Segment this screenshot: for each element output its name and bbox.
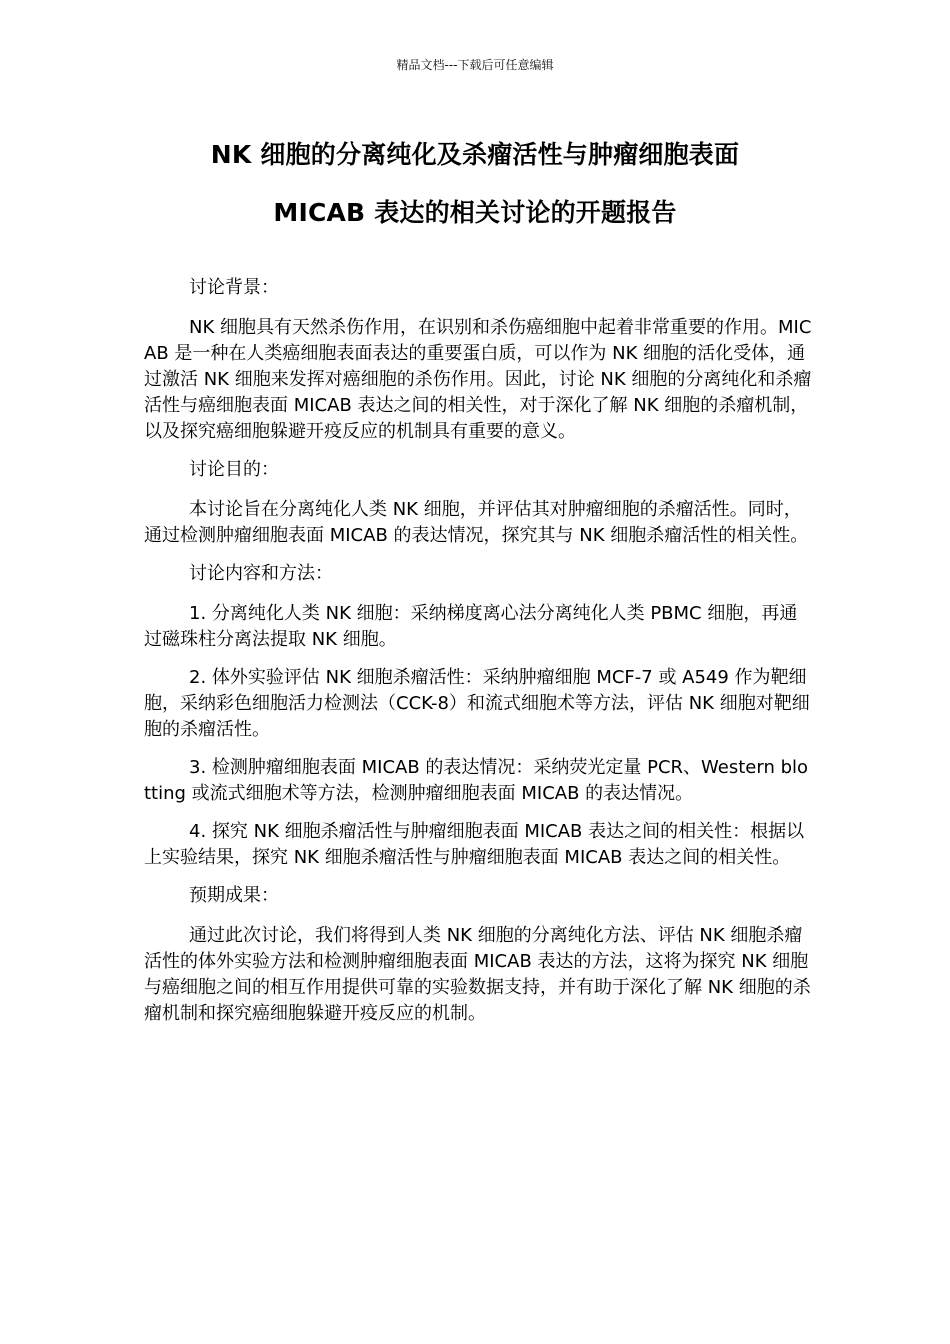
results-heading: 预期成果： xyxy=(189,885,279,906)
method-item-3: 3. 检测肿瘤细胞表面 MICAB 的表达情况：采纳荧光定量 PCR、Western blotting 或流式细胞术等方法，检测肿瘤细胞表面 MICAB 的表达情况。 xyxy=(144,757,809,804)
methods-heading: 讨论内容和方法： xyxy=(189,563,333,584)
document-title-line-2: MICAB 表达的相关讨论的开题报告 xyxy=(273,198,677,227)
method-item-2: 2. 体外实验评估 NK 细胞杀瘤活性：采纳肿瘤细胞 MCF-7 或 A549 作为靶细胞，采纳彩色细胞活力检测法（CCK-8）和流式细胞术等方法，评估 NK 细胞对靶细胞的杀瘤活性。 xyxy=(144,667,810,740)
document-body xyxy=(144,275,812,1039)
method-item-4: 4. 探究 NK 细胞杀瘤活性与肿瘤细胞表面 MICAB 表达之间的相关性：根据以上实验结果，探究 NK 细胞杀瘤活性与肿瘤细胞表面 MICAB 表达之间的相关性。 xyxy=(144,821,805,868)
method-item-1: 1. 分离纯化人类 NK 细胞：采纳梯度离心法分离纯化人类 PBMC 细胞，再通过磁珠柱分离法提取 NK 细胞。 xyxy=(144,603,798,650)
document-title-line-1: NK 细胞的分离纯化及杀瘤活性与肿瘤细胞表面 xyxy=(210,140,740,169)
page-header: 精品文档---下载后可任意编辑 xyxy=(396,58,554,72)
background-paragraph: NK 细胞具有天然杀伤作用，在识别和杀伤癌细胞中起着非常重要的作用。MICAB 是一种在人类癌细胞表面表达的重要蛋白质，可以作为 NK 细胞的活化受体，通过激活 NK 细胞来发挥对癌细胞的杀伤作用。因此，讨论 NK 细胞的分离纯化和杀瘤活性与癌细胞表面 MICAB 表达之间的相关性，对于深化了解 NK 细胞的杀瘤机制，以及探究癌细胞躲避开疫反应的机制具有重要的意义。 xyxy=(144,317,812,442)
purpose-heading: 讨论目的： xyxy=(189,459,279,480)
purpose-paragraph: 本讨论旨在分离纯化人类 NK 细胞，并评估其对肿瘤细胞的杀瘤活性。同时，通过检测肿瘤细胞表面 MICAB 的表达情况，探究其与 NK 细胞杀瘤活性的相关性。 xyxy=(144,499,809,546)
background-heading: 讨论背景： xyxy=(189,277,279,298)
results-paragraph: 通过此次讨论，我们将得到人类 NK 细胞的分离纯化方法、评估 NK 细胞杀瘤活性的体外实验方法和检测肿瘤细胞表面 MICAB 表达的方法，这将为探究 NK 细胞与癌细胞之间的相互作用提供可靠的实验数据支持，并有助于深化了解 NK 细胞的杀瘤机制和探究癌细胞躲避开疫反应的机制。 xyxy=(144,925,811,1024)
